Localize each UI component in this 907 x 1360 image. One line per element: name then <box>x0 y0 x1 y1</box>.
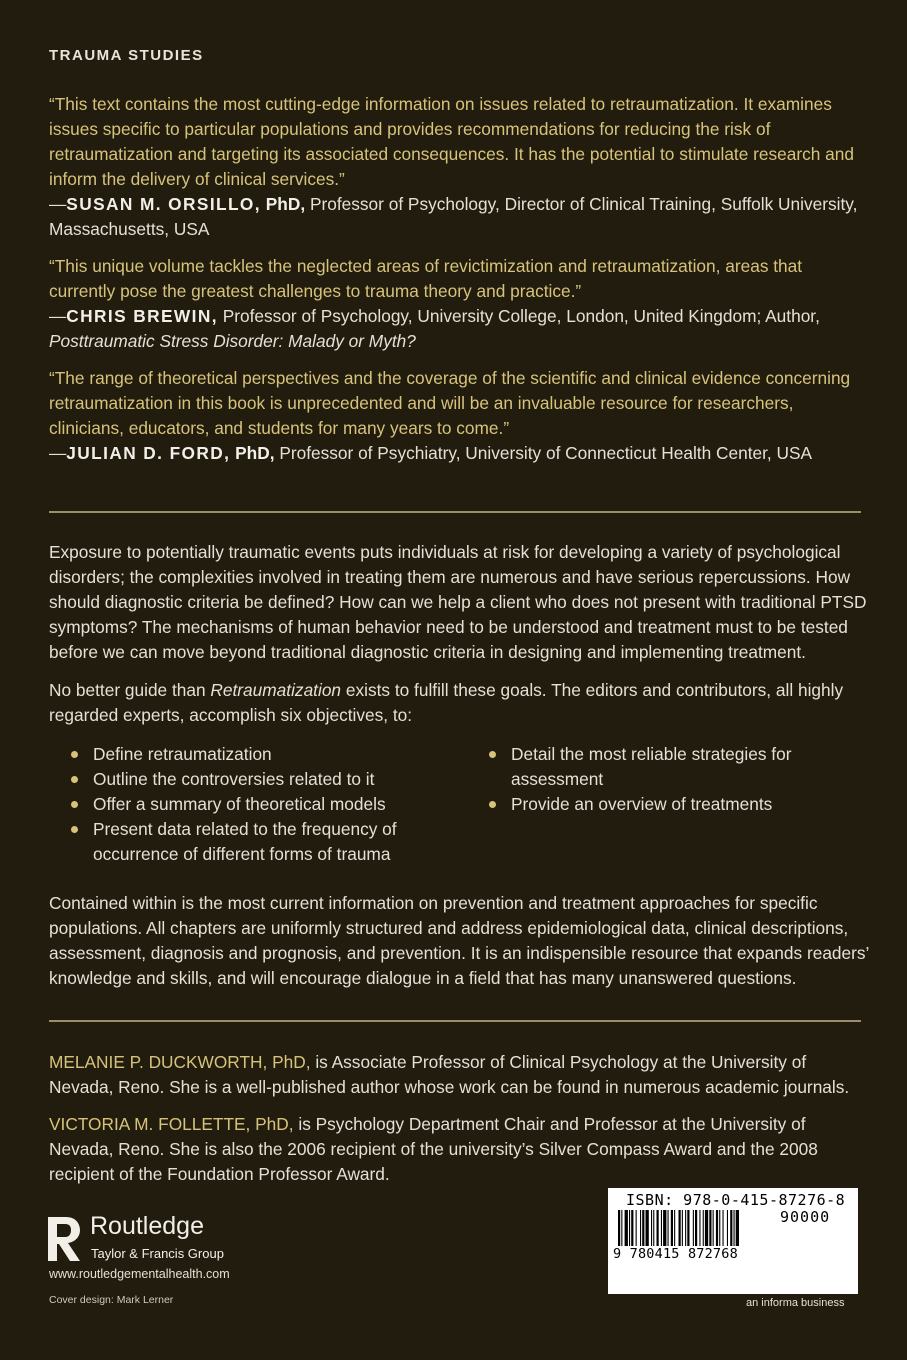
endorser-role: Professor of Psychology, University College, London, United Kingdom; Author, <box>217 306 820 326</box>
quote-attribution <box>49 441 869 466</box>
endorser-name: SUSAN M. ORSILLO, <box>66 194 261 214</box>
editor-bio <box>49 1050 869 1100</box>
description <box>49 540 869 741</box>
endorser-role: Professor of Psychology, Director of Clinical Training, Suffolk University, Massachusetts, USA <box>49 194 858 239</box>
isbn-barcode <box>608 1188 858 1294</box>
endorser-degree: PhD, <box>230 443 275 463</box>
barcode-digits: 9 780415 872768 <box>613 1246 738 1262</box>
list-item <box>49 742 419 767</box>
book-title: Retraumatization <box>210 680 342 700</box>
editor-bio-text: is Associate Professor of Clinical Psychology at the University of Nevada, Reno. She is a well-published author whose work can be found in numerous academic journals. <box>49 1052 850 1097</box>
bullet-icon <box>489 801 496 808</box>
bullet-icon <box>489 751 496 758</box>
list-item-text: Provide an overview of treatments <box>511 794 773 814</box>
list-item <box>49 792 419 817</box>
text-run: No better guide than <box>49 680 211 700</box>
editor-name: MELANIE P. DUCKWORTH, PhD, <box>49 1052 311 1072</box>
endorser-role: Professor of Psychiatry, University of Connecticut Health Center, USA <box>274 443 813 463</box>
editor-bio-text: is Psychology Department Chair and Professor at the University of Nevada, Reno. She is also the 2006 recipient of the university’s Silver Compass Award and the 2008 recipient of the Foundation Professor Award. <box>49 1114 818 1184</box>
informa-tagline: an informa business <box>746 1297 845 1309</box>
routledge-r-icon <box>46 1215 82 1263</box>
editor-name: VICTORIA M. FOLLETTE, PhD, <box>49 1114 294 1134</box>
bullet-icon <box>71 776 78 783</box>
endorser-name: JULIAN D. FORD, <box>66 443 231 463</box>
description-paragraph: Exposure to potentially traumatic events puts individuals at risk for developing a variety of psychological disorders; the complexities involved in treating them are numerous and have serious repercussions. How should diagnostic criteria be defined? How can we help a client who does not present with traditional PTSD symptoms? The mechanisms of human behavior need to be understood and treatment must to be tested before we can move beyond traditional diagnostic criteria in designing and implementing treatment. <box>49 542 867 662</box>
publisher-website: www.routledgementalhealth.com <box>49 1267 230 1281</box>
publisher-group: Taylor & Francis Group <box>91 1246 224 1261</box>
list-item-text: Detail the most reliable strategies for assessment <box>511 744 792 789</box>
quote-text: “This unique volume tackles the neglected areas of revictimization and retraumatization, areas that currently pose the greatest challenges to trauma theory and practice.” <box>49 256 803 301</box>
list-item-text: Define retraumatization <box>93 744 272 764</box>
em-dash: — <box>49 443 67 463</box>
bullet-icon <box>71 801 78 808</box>
quote-attribution <box>49 304 869 354</box>
list-item <box>467 792 797 817</box>
isbn-text: ISBN: 978-0-415-87276-8 <box>626 1191 846 1209</box>
description-closing <box>49 891 869 1004</box>
editor-bio <box>49 1112 869 1187</box>
endorser-name: CHRIS BREWIN, <box>66 306 218 326</box>
price-code: 90000 <box>780 1208 831 1226</box>
text-run: exists to fulfill these goals. The editors and contributors, all highly regarded experts, accomplish six objectives, to: <box>49 680 844 725</box>
bullet-icon <box>71 826 78 833</box>
list-item-text: Offer a summary of theoretical models <box>93 794 386 814</box>
bullet-icon <box>71 751 78 758</box>
series-label: TRAUMA STUDIES <box>49 47 204 64</box>
quote-text: “This text contains the most cutting-edge information on issues related to retraumatization. It examines issues specific to particular populations and provides recommendations for reducing the risk of retraumatization and targeting its associated consequences. It has the potential to stimulate research and inform the delivery of clinical services.” <box>49 94 855 189</box>
description-paragraph <box>49 678 869 728</box>
em-dash: — <box>49 194 67 214</box>
endorser-degree: PhD, <box>260 194 306 214</box>
endorser-book-title: Posttraumatic Stress Disorder: Malady or Myth? <box>49 331 416 351</box>
divider <box>49 1020 861 1022</box>
publisher-name: Routledge <box>90 1212 204 1240</box>
description-paragraph: Contained within is the most current information on prevention and treatment approaches for specific populations. All chapters are uniformly structured and address epidemiological data, clinical descriptions, assessment, diagnosis and prognosis, and prevention. It is an indispensible resource that expands readers’ knowledge and skills, and will encourage dialogue in a field that has many unanswered questions. <box>49 893 869 988</box>
quote-attribution <box>49 192 869 242</box>
endorsements <box>49 92 869 478</box>
objectives-list-left <box>49 742 419 867</box>
list-item <box>467 742 797 792</box>
divider <box>49 511 861 513</box>
list-item-text: Outline the controversies related to it <box>93 769 375 789</box>
list-item <box>49 817 419 867</box>
list-item <box>49 767 419 792</box>
list-item-text: Present data related to the frequency of occurrence of different forms of trauma <box>93 819 397 864</box>
cover-design-credit: Cover design: Mark Lerner <box>49 1294 174 1306</box>
objectives-list-right <box>467 742 797 817</box>
em-dash: — <box>49 306 67 326</box>
quote-text: “The range of theoretical perspectives and the coverage of the scientific and clinical evidence concerning retraumatization in this book is unprecedented and will be an invaluable resource for researchers, clinicians, educators, and students for many years to come.” <box>49 368 851 438</box>
